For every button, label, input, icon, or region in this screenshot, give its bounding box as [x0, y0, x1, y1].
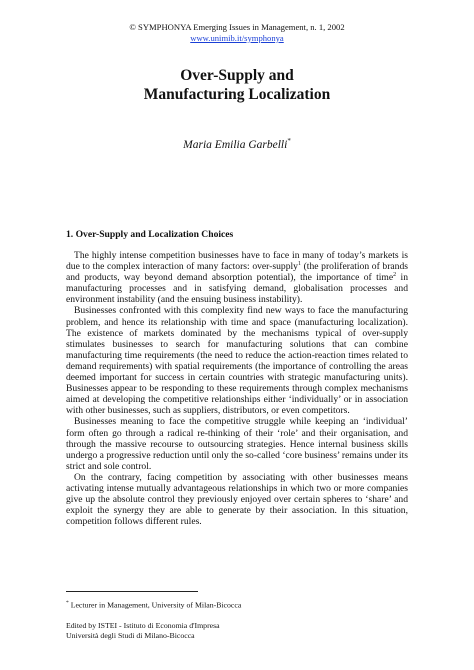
title-line-1: Over-Supply and — [180, 67, 294, 84]
publisher-footer — [66, 621, 220, 640]
author-name: Maria Emilia Garbelli — [183, 138, 288, 151]
footer-line-1: Edited by ISTEI - Istituto di Economia d'Impresa — [66, 621, 220, 630]
footnote-text: Lecturer in Management, University of Milan-Bicocca — [68, 600, 242, 610]
footnote-ref-2: 2 — [393, 272, 397, 278]
paragraph-1 — [66, 250, 408, 305]
footnote-marker: * — [66, 600, 69, 606]
footer-line-2: Università degli Studi di Milano-Bicocca — [66, 630, 195, 640]
paragraph-1-part-b: (the proliferation of brands and products, way beyond demand absorption potential), the importance of time — [66, 261, 408, 284]
footnote — [66, 600, 241, 610]
footnote-ref-1: 1 — [297, 260, 301, 267]
body-text — [66, 250, 408, 527]
running-header — [0, 22, 474, 43]
paragraph-1-part-c: in manufacturing processes and in satisfying demand, globalisation processes and environment instability (and the ensuing business instability). — [66, 272, 408, 306]
paragraph-2: Businesses confronted with this complexity find new ways to face the manufacturing problem, and hence its relationship with time and space (manufacturing localization). The existence of markets dominated by the mechanisms typical of over-supply stimulates businesses to search for manufacturing solutions that can combine manufacturing time requirements (the need to reduce the action-reaction times related to demand requirements) with spatial requirements (the importance of controlling the areas deemed important for success in certain countries with strategic manufacturing units). Businesses appear to be responding to these requirements through complex mechanisms aimed at developing the competitive relationships either ‘individually’ or in association with other businesses, such as suppliers, distributors, or even competitors. — [66, 305, 408, 417]
footnote-separator — [66, 591, 198, 592]
paragraph-4: On the contrary, facing competition by associating with other businesses means activating intense mutually advantageous relationships in which two or more companies give up the absolute control they previously enjoyed over certain spheres to ‘share’ and exploit the synergy they are able to generate by their association. In this situation, competition follows different rules. — [66, 471, 408, 528]
journal-url-link[interactable]: www.unimib.it/symphonya — [190, 32, 284, 43]
paper-title — [0, 67, 474, 104]
title-line-2: Manufacturing Localization — [143, 85, 331, 103]
author-footnote-marker: * — [287, 137, 291, 145]
author-line — [0, 137, 474, 151]
section-heading: 1. Over-Supply and Localization Choices — [66, 229, 234, 240]
paragraph-1-part-a: The highly intense competition businesses have to face in many of today’s markets is due to the complex interaction of many factors: over-supply — [66, 250, 408, 273]
journal-citation: © SYMPHONYA Emerging Issues in Management, n. 1, 2002 — [129, 22, 345, 32]
paragraph-3: Businesses meaning to face the competitive struggle while keeping an ‘individual’ form often go through a radical re-thinking of their ‘role’ and their organisation, and through the massive recourse to outsourcing strategies. Hence internal business skills undergo a progressive reduction until only the so-called ‘core business’ remains under its strict and sole control. — [66, 416, 408, 472]
